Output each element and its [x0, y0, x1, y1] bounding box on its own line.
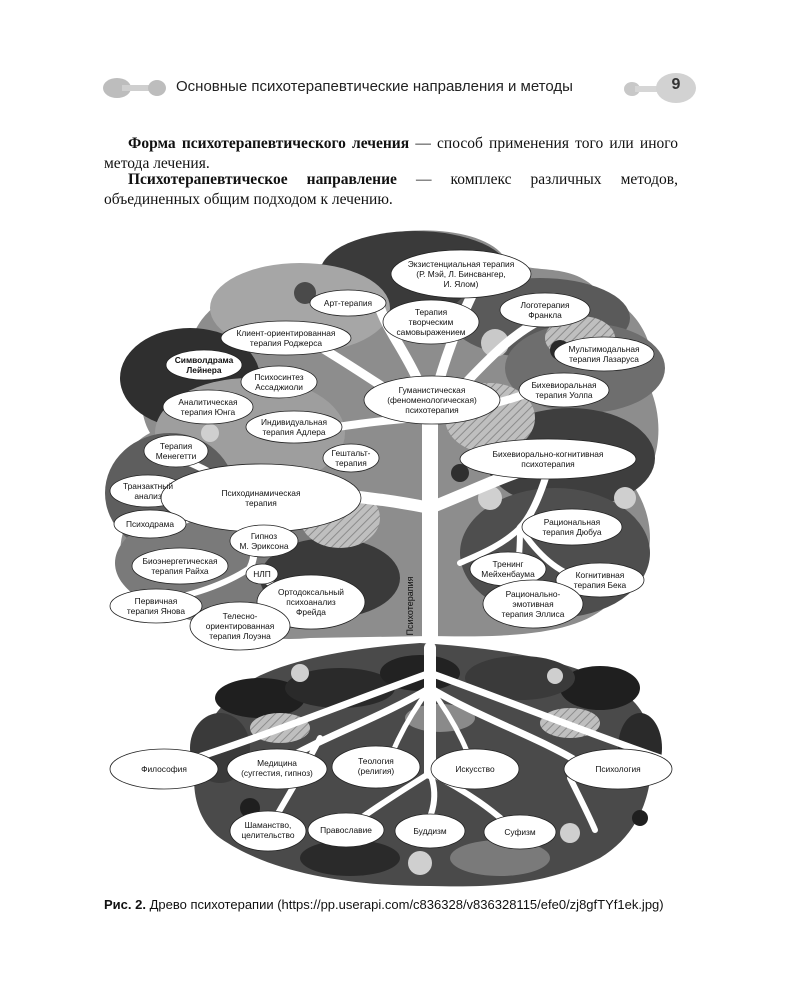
node-wolpe-label: Бихевиоральная терапия Уолпа — [531, 380, 597, 400]
node-menegetti-label: Терапия Менегетти — [155, 441, 197, 461]
node-ellis-label: Рационально-эмотивная терапия Эллиса — [501, 589, 565, 619]
node-meichenbaum-label: Тренинг Мейхенбаума — [481, 559, 535, 579]
node-hypnosis-label: Гипноз М. Эриксона — [239, 531, 289, 551]
root-sufism-label: Суфизм — [504, 827, 536, 837]
node-client-centered-label: Клиент-ориентированная терапия Роджерса — [236, 328, 336, 348]
definition-direction: — комплекс различных методов, объединенных общим подходом к лечению. — [104, 170, 678, 208]
node-psychodynamic-label: Психодинамическая терапия — [221, 488, 301, 508]
figure-caption-text: Древо психотерапии (https://pp.userapi.com/c836328/v836328115/efe0/zj8gfTYf1ek.jpg) — [145, 897, 664, 912]
node-symboldrama-label: Символдрама Лейнера — [174, 355, 234, 375]
node-lowen-label: Телесно-ориентированная терапия Лоуэна — [205, 611, 275, 641]
root-medicine-label: Медицина (суггестия, гипноз) — [241, 758, 313, 778]
figure-caption — [104, 897, 704, 912]
root-theology-label: Теология (религия) — [357, 756, 395, 776]
node-dubois-label: Рациональная терапия Дюбуа — [542, 517, 602, 537]
term-direction: Психотерапевтическое направление — [128, 170, 397, 188]
node-bioenergetic-label: Биоэнергетическая терапия Райха — [142, 556, 218, 576]
root-psychology-label: Психология — [595, 764, 641, 774]
trunk-label: Психотерапия — [405, 576, 415, 636]
node-cbt-label: Бихевиорально-когнитивная психотерапия — [492, 449, 604, 469]
root-orthodoxy-label: Православие — [320, 825, 372, 835]
psychotherapy-tree-diagram — [100, 218, 680, 888]
node-humanistic-label: Гуманистическая (феноменологическая) психотерапия — [387, 385, 477, 415]
node-gestalt-label: Гештальт-терапия — [331, 448, 371, 468]
root-philosophy-label: Философия — [141, 764, 187, 774]
node-psychodrama-label: Психодрама — [125, 519, 175, 529]
definition-form: — способ применения того или иного метода лечения. — [104, 134, 678, 172]
node-adler-label: Индивидуальная терапия Адлера — [260, 417, 328, 437]
node-transactional-label: Транзактный анализ — [123, 481, 173, 501]
node-nlp-label: НЛП — [253, 569, 271, 579]
node-freud-label: Ортодоксальный психоанализ Фрейда — [278, 587, 344, 617]
node-psychosynthesis-label: Психосинтез Ассаджиоли — [254, 372, 304, 392]
paragraph-form — [104, 134, 678, 174]
node-art-therapy-label: Арт-терапия — [323, 298, 373, 308]
term-form: Форма психотерапевтического лечения — [128, 134, 410, 152]
node-janov-label: Первичная терапия Янова — [126, 596, 186, 616]
node-jung-label: Аналитическая терапия Юнга — [178, 397, 238, 417]
header-title: Основные психотерапевтические направления и методы — [176, 78, 573, 95]
node-beck-label: Когнитивная терапия Бека — [573, 570, 627, 590]
root-buddhism-label: Буддизм — [413, 826, 447, 836]
header-left-ornament — [102, 73, 172, 103]
running-header — [0, 68, 800, 108]
figure-caption-label: Рис. 2. — [104, 897, 146, 912]
node-existential-label: Экзистенциальная терапия (Р. Мэй, Л. Бинсвангер, И. Ялом) — [407, 259, 515, 289]
root-shamanism-label: Шаманство, целительство — [241, 820, 295, 840]
node-logotherapy-label: Логотерапия Франкла — [520, 300, 570, 320]
page-number: 9 — [671, 76, 681, 93]
paragraph-direction — [104, 170, 678, 210]
root-art-label: Искусство — [455, 764, 495, 774]
node-creative-label: Терапия творческим самовыражением — [396, 307, 466, 337]
node-multimodal-label: Мультимодальная терапия Лазаруса — [568, 344, 640, 364]
